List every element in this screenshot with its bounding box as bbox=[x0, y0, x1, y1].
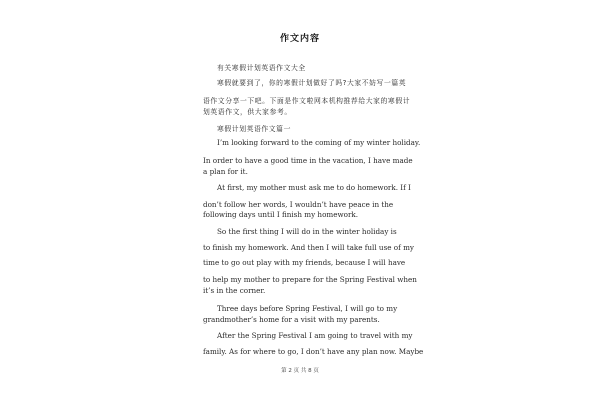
text-line: Three days before Spring Festival, I will go to my bbox=[217, 304, 398, 313]
text-line: to finish my homework. And then I will take full use of my bbox=[203, 243, 414, 252]
page-title: 作文内容 bbox=[279, 34, 320, 44]
text-line: it’s in the corner. bbox=[203, 286, 266, 295]
page-footer: 第 2 页 共 8 页 bbox=[281, 368, 319, 374]
text-line: family. As for where to go, I don’t have any plan now. Maybe bbox=[203, 347, 424, 356]
text-line: a plan for it. bbox=[203, 167, 248, 176]
text-line: time to go out play with my friends, because I will have bbox=[203, 258, 406, 267]
text-line: At first, my mother must ask me to do homework. If I bbox=[217, 183, 411, 192]
text-line: 划英语作文，供大家参考。 bbox=[203, 108, 292, 116]
text-line: to help my mother to prepare for the Spring Festival when bbox=[203, 275, 417, 284]
text-line: grandmother’s home for a visit with my parents. bbox=[203, 315, 380, 324]
text-line: In order to have a good time in the vacation, I have made bbox=[203, 156, 413, 165]
text-line: following days until I finish my homework. bbox=[203, 210, 359, 219]
text-line: After the Spring Festival I am going to travel with my bbox=[217, 331, 413, 340]
text-line: don’t follow her words, I wouldn’t have peace in the bbox=[203, 200, 394, 209]
text-line: 寒假就要到了，你的寒假计划做好了吗?大家不妨写一篇英 bbox=[217, 79, 407, 87]
section-heading: 寒假计划英语作文篇一 bbox=[217, 125, 291, 133]
text-line: I’m looking forward to the coming of my winter holiday. bbox=[217, 138, 421, 147]
text-line: So the first thing I will do in the winter holiday is bbox=[217, 227, 397, 236]
text-line: 语作文分享一下吧。下面是作文啦网本机构推荐给大家的寒假计 bbox=[203, 97, 411, 105]
text-line: 有关寒假计划英语作文大全 bbox=[217, 64, 306, 72]
